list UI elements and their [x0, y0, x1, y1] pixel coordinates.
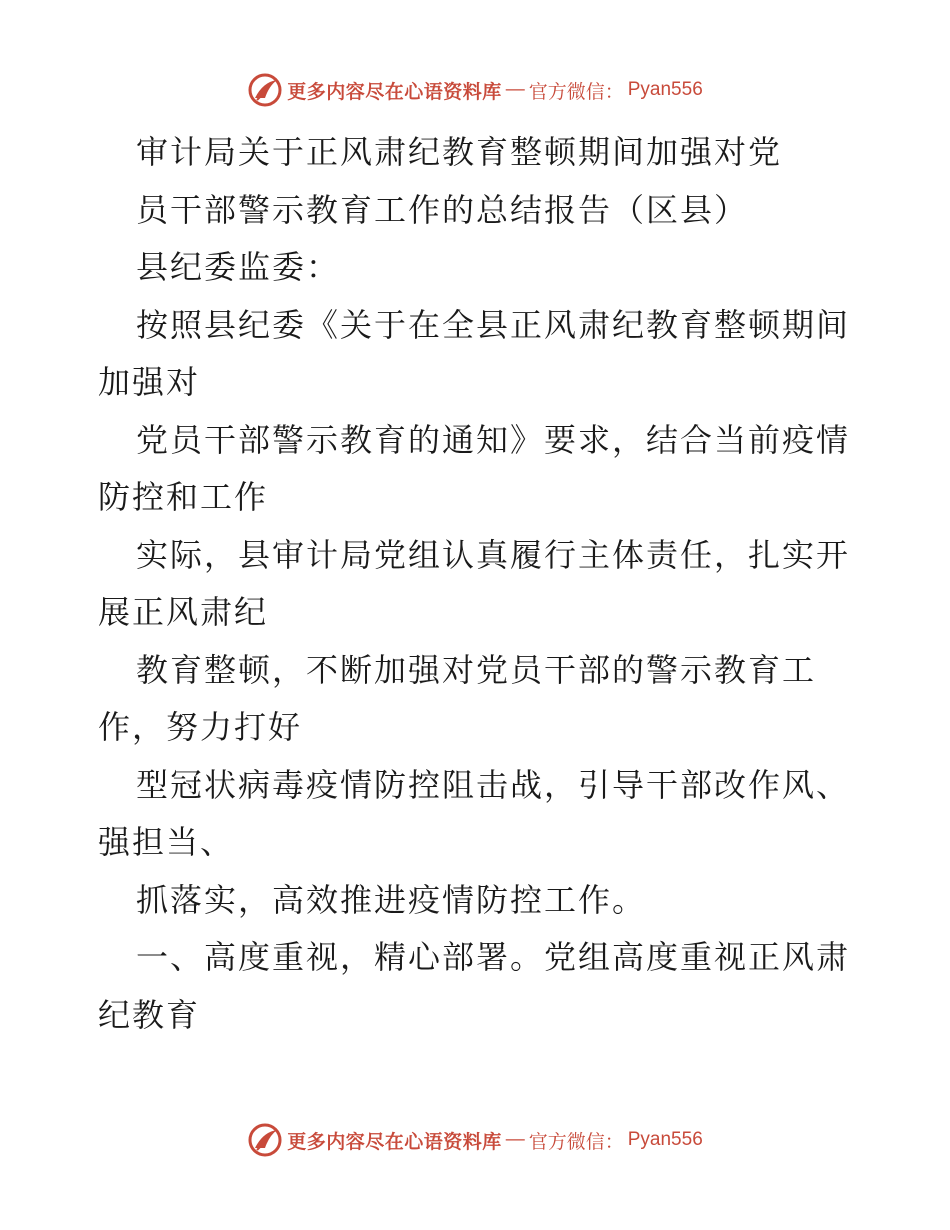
watermark-wechat-id: Pyan556 [627, 1129, 703, 1150]
document-line: 党员干部警示教育的通知》要求，结合当前疫情 [136, 420, 851, 459]
document-line: 按照县纪委《关于在全县正风肃纪教育整顿期间 [136, 305, 851, 344]
ink-brush-logo-icon [247, 72, 283, 108]
document-line: 展正风肃纪 [98, 593, 269, 631]
watermark-separator: — [505, 79, 525, 100]
document-line: 加强对 [98, 363, 201, 401]
document-line: 实际，县审计局党组认真履行主体责任，扎实开 [136, 535, 851, 574]
document-line: 纪教育 [98, 995, 201, 1034]
header-watermark [0, 70, 950, 110]
document-line: 教育整顿，不断加强对党员干部的警示教育工 [136, 650, 817, 689]
document-line: 审计局关于正风肃纪教育整顿期间加强对党 [136, 133, 783, 171]
ink-brush-logo-icon [247, 1122, 283, 1158]
watermark-wechat-id: Pyan556 [627, 79, 703, 100]
document-line: 一、高度重视，精心部署。党组高度重视正风肃 [136, 938, 851, 976]
document-line: 员干部警示教育工作的总结报告（区县） [136, 190, 749, 229]
document-line: 强担当、 [98, 823, 235, 861]
document-line: 作，努力打好 [98, 708, 303, 746]
watermark-wechat-label: 官方微信： [528, 80, 624, 103]
watermark-site-text: 更多内容尽在心语资料库 [287, 1130, 502, 1153]
document-line: 型冠状病毒疫情防控阻击战，引导干部改作风、 [136, 765, 851, 804]
document-line: 抓落实，高效推进疫情防控工作。 [136, 880, 647, 919]
document-line: 县纪委监委： [136, 248, 341, 286]
document-line: 防控和工作 [98, 478, 269, 516]
watermark-site-text: 更多内容尽在心语资料库 [287, 80, 502, 103]
watermark-wechat-label: 官方微信： [528, 1130, 624, 1153]
watermark-separator: — [505, 1129, 525, 1150]
footer-watermark [0, 1120, 950, 1160]
document-body [98, 124, 858, 1044]
